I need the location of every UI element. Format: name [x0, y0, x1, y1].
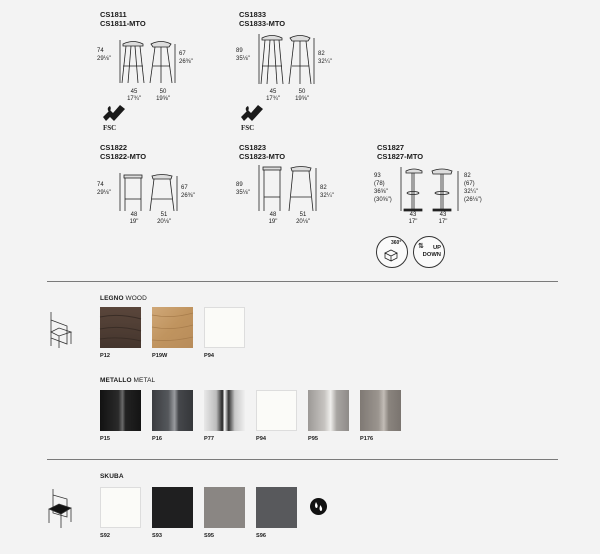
tree-check-icon: [238, 103, 266, 125]
product-code-mto: CS1811-MTO: [100, 19, 146, 28]
width-a-cm: 48: [130, 212, 138, 218]
height-right-min-cm: (67): [464, 181, 475, 187]
product-code: CS1823: [239, 143, 267, 152]
width-b-cm: 51: [160, 212, 168, 218]
swatch-p16[interactable]: [152, 390, 193, 431]
width-a-cm: 45: [130, 89, 138, 95]
metal-section-title: METALLO METAL: [100, 377, 156, 384]
stool-frame-high-drawing: [258, 165, 318, 213]
stool-high-drawing: [256, 34, 316, 86]
product-code: CS1833: [239, 10, 267, 19]
height-left-in: 35⅛": [236, 190, 250, 196]
chair-seat-highlight-icon: [47, 487, 73, 531]
swatch-p19w[interactable]: [152, 307, 193, 348]
swatch-label: P19W: [152, 353, 168, 359]
stool-gaslift-drawing: [400, 167, 462, 213]
fsc-logo: [100, 103, 128, 135]
width-a-in: 17¾": [127, 96, 141, 102]
swatch-label: P16: [152, 436, 162, 442]
height-right-cm: 67: [179, 51, 186, 57]
up-down-badge: [413, 236, 445, 268]
swatch-label: P94: [204, 353, 214, 359]
swatch-s96[interactable]: [256, 487, 297, 528]
swivel-360-badge: [376, 236, 408, 268]
water-drop-icon: [310, 498, 327, 515]
swivel-label: 360°: [391, 240, 402, 246]
swatch-s95[interactable]: [204, 487, 245, 528]
fsc-text: FSC: [103, 124, 117, 132]
height-right-min-in: (26⅛"): [464, 197, 482, 203]
swatch-label: S95: [204, 533, 214, 539]
width-a-in: 19": [129, 219, 139, 225]
product-cs1822: [97, 143, 207, 235]
section-divider: [47, 281, 558, 282]
swatch-label: S92: [100, 533, 110, 539]
height-left-min-cm: (78): [374, 181, 385, 187]
product-code-mto: CS1822-MTO: [100, 152, 147, 161]
width-b-cm: 51: [299, 212, 307, 218]
swatch-label: P12: [100, 353, 110, 359]
height-left-in: 35⅛": [236, 56, 250, 62]
width-a-cm: 48: [269, 212, 277, 218]
fsc-text: FSC: [241, 124, 255, 132]
width-a-in: 19": [268, 219, 278, 225]
product-code-mto: CS1823-MTO: [239, 152, 286, 161]
product-code-mto: CS1833-MTO: [239, 19, 286, 28]
stool-low-drawing: [117, 40, 177, 86]
swatch-p94[interactable]: [256, 390, 297, 431]
width-b-in: 17": [438, 219, 448, 225]
height-left-cm: 74: [97, 182, 104, 188]
height-right-in: 32¼": [320, 193, 334, 199]
height-right-cm: 82: [320, 185, 327, 191]
width-a-in: 17": [408, 219, 418, 225]
swatch-label: P95: [308, 436, 318, 442]
up-down-label: UP DOWN: [422, 245, 441, 258]
height-right-cm: 82: [464, 173, 471, 179]
width-b-cm: 50: [159, 89, 167, 95]
up-down-arrows-icon: ⇅: [418, 243, 424, 250]
rotate-icon: [383, 247, 399, 263]
product-code: CS1827: [377, 143, 405, 152]
stool-frame-drawing: [119, 173, 179, 213]
skuba-section-title: SKUBA: [100, 473, 124, 480]
width-b-cm: 50: [298, 89, 306, 95]
height-left-cm: 89: [236, 182, 243, 188]
swatch-s92[interactable]: [100, 487, 141, 528]
swatch-label: P94: [256, 436, 266, 442]
swatch-label: P176: [360, 436, 374, 442]
width-b-in: 19⅝": [156, 96, 170, 102]
height-left-cm: 93: [374, 173, 381, 179]
swatch-label: S96: [256, 533, 266, 539]
swatch-p12[interactable]: [100, 307, 141, 348]
height-right-in: 32¼": [318, 59, 332, 65]
chair-icon: [47, 310, 73, 350]
height-right-in: 26⅜": [181, 193, 195, 199]
product-cs1811: [97, 10, 207, 102]
product-cs1833: [236, 10, 346, 102]
height-right-in: 26⅜": [179, 59, 193, 65]
width-a-in: 17¾": [266, 96, 280, 102]
product-code-mto: CS1827-MTO: [377, 152, 424, 161]
width-a-cm: 43: [409, 212, 417, 218]
wood-section-title: LEGNO WOOD: [100, 295, 147, 302]
section-divider: [47, 459, 558, 460]
width-b-cm: 43: [439, 212, 447, 218]
swatch-label: S93: [152, 533, 162, 539]
swatch-p77[interactable]: [204, 390, 245, 431]
fsc-logo: [238, 103, 266, 135]
height-left-cm: 89: [236, 48, 243, 54]
product-code: CS1811: [100, 10, 127, 19]
height-left-in: 36⅝": [374, 189, 388, 195]
tree-check-icon: [100, 103, 128, 125]
swatch-label: P15: [100, 436, 110, 442]
height-right-cm: 82: [318, 51, 325, 57]
height-left-min-in: (30⅝"): [374, 197, 392, 203]
height-left-in: 29⅛": [97, 190, 111, 196]
swatch-p15[interactable]: [100, 390, 141, 431]
width-b-in: 20⅛": [296, 219, 310, 225]
height-left-in: 29⅛": [97, 56, 111, 62]
swatch-label: P77: [204, 436, 214, 442]
width-b-in: 20⅛": [157, 219, 171, 225]
width-a-cm: 45: [269, 89, 277, 95]
swatch-p176[interactable]: [360, 390, 401, 431]
height-left-cm: 74: [97, 48, 104, 54]
product-code: CS1822: [100, 143, 128, 152]
swatch-p95[interactable]: [308, 390, 349, 431]
height-right-cm: 67: [181, 185, 188, 191]
height-right-in: 32¼": [464, 189, 478, 195]
width-b-in: 19⅝": [295, 96, 309, 102]
product-cs1823: [236, 143, 346, 235]
swatch-s93[interactable]: [152, 487, 193, 528]
swatch-p94[interactable]: [204, 307, 245, 348]
